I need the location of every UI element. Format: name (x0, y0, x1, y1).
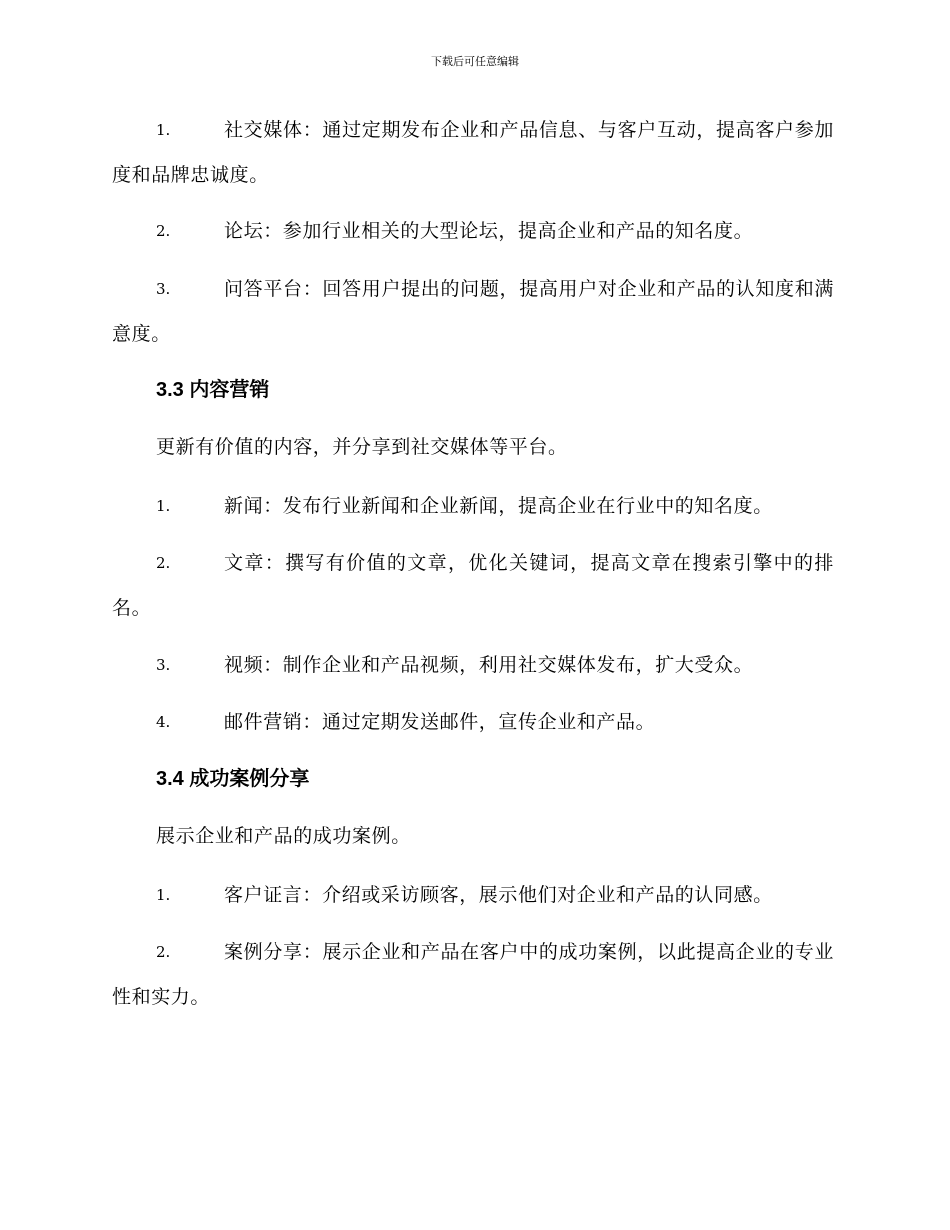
section-heading-success-cases: 3.4 成功案例分享 (156, 768, 310, 790)
list-item (112, 930, 834, 1020)
list-item (112, 484, 834, 529)
list-number: 3. (156, 280, 171, 298)
section-intro: 展示企业和产品的成功案例。 (156, 825, 411, 847)
list-text: 论坛：参加行业相关的大型论坛，提高企业和产品的知名度。 (224, 220, 754, 242)
list-text: 社交媒体：通过定期发布企业和产品信息、与客户互动，提高客户参加度和品牌忠诚度。 (112, 119, 834, 186)
list-text: 文章：撰写有价值的文章，优化关键词，提高文章在搜索引擎中的排名。 (112, 552, 834, 619)
list-text: 邮件营销：通过定期发送邮件，宣传企业和产品。 (224, 711, 656, 733)
list-text: 问答平台：回答用户提出的问题，提高用户对企业和产品的认知度和满意度。 (112, 278, 834, 345)
page-header: 下载后可任意编辑 (431, 55, 519, 68)
list-number: 2. (156, 554, 171, 572)
list-number: 1. (156, 886, 171, 904)
list-number: 1. (156, 497, 171, 515)
list-number: 1. (156, 121, 171, 139)
list-text: 客户证言：介绍或采访顾客，展示他们对企业和产品的认同感。 (224, 884, 773, 906)
list-text: 新闻：发布行业新闻和企业新闻，提高企业在行业中的知名度。 (224, 495, 773, 517)
list-item (112, 643, 834, 688)
list-number: 2. (156, 222, 171, 240)
list-text: 视频：制作企业和产品视频，利用社交媒体发布，扩大受众。 (224, 654, 754, 676)
list-item (112, 267, 834, 357)
list-number: 2. (156, 943, 171, 961)
list-item (112, 541, 834, 631)
list-number: 4. (156, 713, 171, 731)
list-item (112, 209, 834, 254)
section-intro: 更新有价值的内容，并分享到社交媒体等平台。 (156, 436, 568, 458)
list-number: 3. (156, 656, 171, 674)
section-heading-content-marketing: 3.3 内容营销 (156, 379, 270, 401)
list-text: 案例分享：展示企业和产品在客户中的成功案例，以此提高企业的专业性和实力。 (112, 941, 834, 1008)
list-item (112, 873, 834, 918)
list-item (112, 700, 834, 745)
list-item (112, 108, 834, 198)
